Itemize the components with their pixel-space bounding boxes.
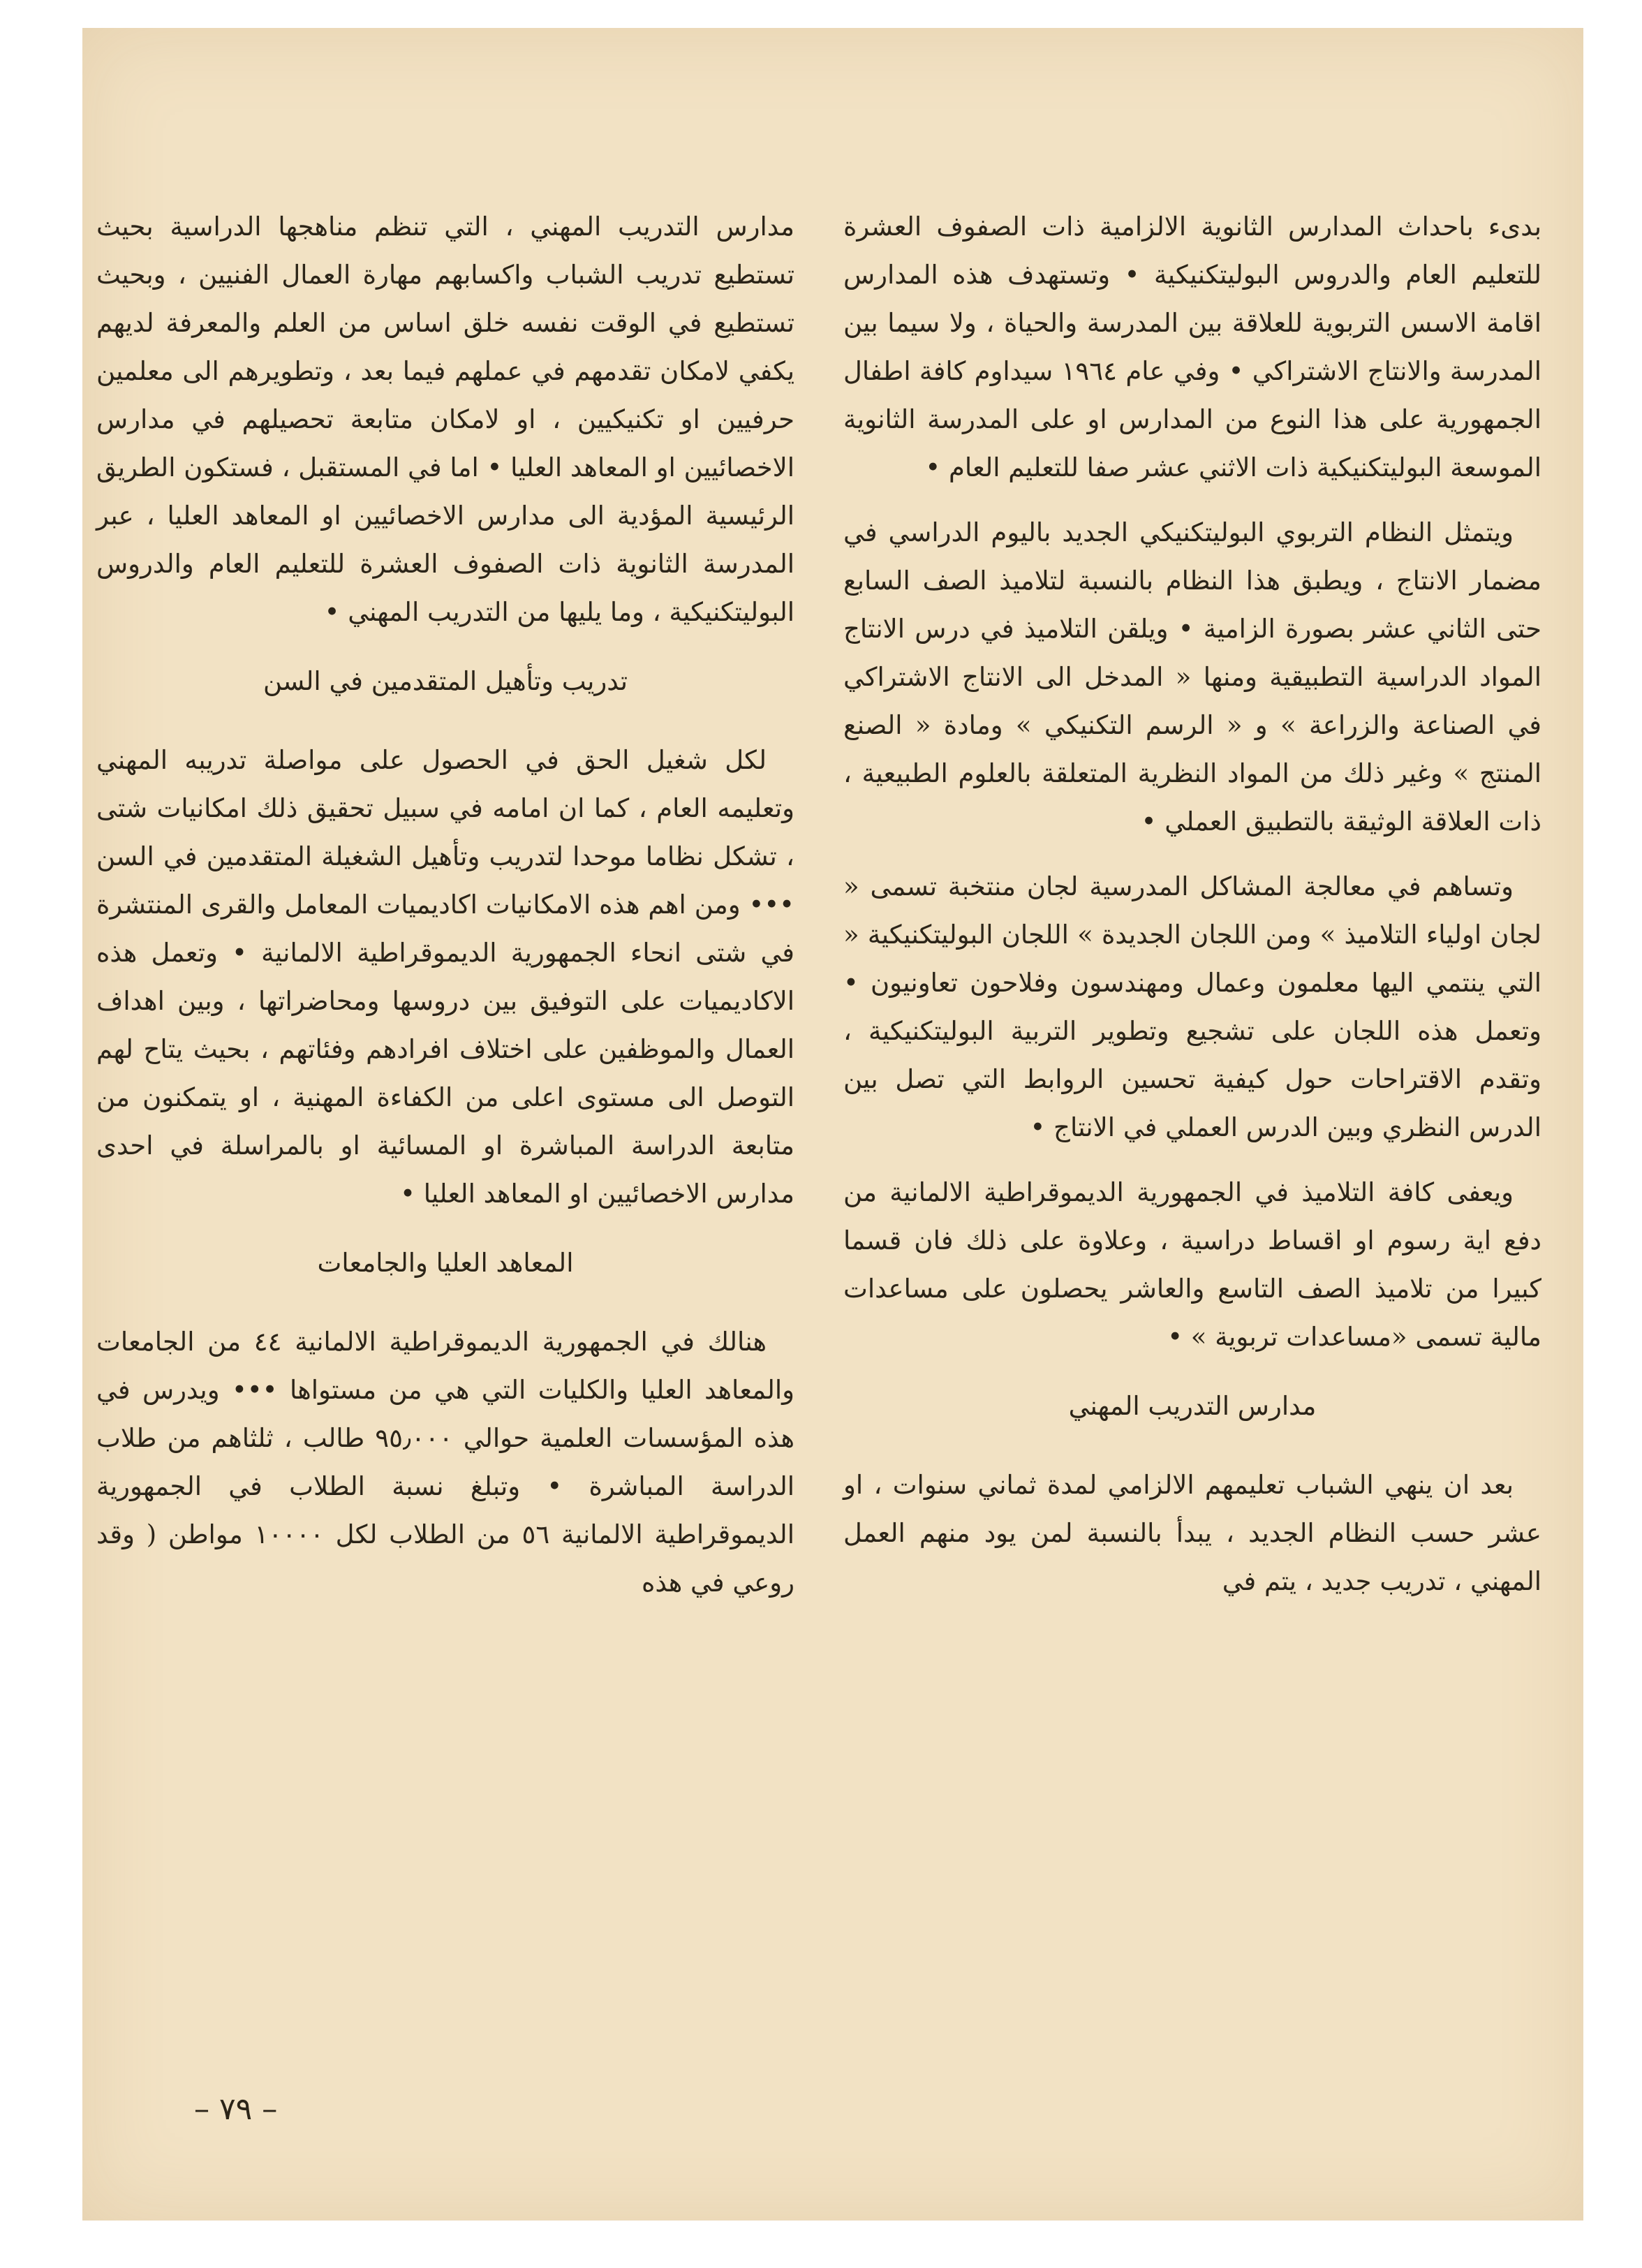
section-heading-adult-training: تدريب وتأهيل المتقدمين في السن [262, 666, 628, 696]
page-number: – ٧٩ – [194, 2091, 278, 2127]
left-paragraph-3: هنالك في الجمهورية الديموقراطية الالمانية ٤٤ من الجامعات والمعاهد العليا والكليات التي هي من مستواها ••• ويدرس في هذه المؤسسات العلمية حوالي ٩٥٫٠٠٠ طالب ، ثلثاهم من طلاب الدراسة المباشرة • وتبلغ نسبة الطلاب في الجمهورية الديموقراطية الالمانية ٥٦ من الطلاب لكل ١٠٠٠٠ مواطن ( وقد روعي في هذه [96, 1327, 794, 1598]
section-heading-universities: المعاهد العليا والجامعات [317, 1248, 574, 1278]
right-paragraph-2: ويتمثل النظام التربوي البوليتكنيكي الجديد باليوم الدراسي في مضمار الانتاج ، ويطبق هذا النظام بالنسبة لتلاميذ الصف السابع حتى الثاني عشر بصورة الزامية • ويلقن التلاميذ في درس الانتاج المواد الدراسية التطبيقية ومنها « المدخل الى الانتاج الاشتراكي في الصناعة والزراعة » و « الرسم التكنيكي » ومادة « الصنع المنتج » وغير ذلك من المواد النظرية المتعلقة بالعلوم الطبيعية ، ذات العلاقة الوثيقة بالتطبيق العملي • [843, 517, 1541, 837]
right-paragraph-4: ويعفى كافة التلاميذ في الجمهورية الديموقراطية الالمانية من دفع اية رسوم او اقساط دراسية ، وعلاوة على ذلك فان قسما كبيرا من تلاميذ الصف التاسع والعاشر يحصلون على مساعدات مالية تسمى «مساعدات تربوية » • [843, 1177, 1541, 1352]
left-paragraph-1: مدارس التدريب المهني ، التي تنظم مناهجها الدراسية بحيث تستطيع تدريب الشباب واكسابهم مهارة العمال الفنيين ، وبحيث تستطيع في الوقت نفسه خلق اساس من العلم والمعرفة لديهم يكفي لامكان تقدمهم في عملهم فيما بعد ، وتطويرهم الى معلمين حرفيين او تكنيكيين ، او لامكان متابعة تحصيلهم في مدارس الاخصائيين او المعاهد العليا • اما في المستقبل ، فستكون الطريق الرئيسية المؤدية الى مدارس الاخصائيين او المعاهد العليا ، عبر المدرسة الثانوية ذات الصفوف العشرة للتعليم العام والدروس البوليتكنيكية ، وما يليها من التدريب المهني • [96, 212, 794, 627]
right-paragraph-5: بعد ان ينهي الشباب تعليمهم الالزامي لمدة ثماني سنوات ، او عشر حسب النظام الجديد ، يبدأ بالنسبة لمن يود منهم العمل المهني ، تدريب جديد ، يتم في [843, 1470, 1541, 1596]
right-column [843, 202, 1541, 1622]
right-paragraph-1: بدىء باحداث المدارس الثانوية الالزامية ذات الصفوف العشرة للتعليم العام والدروس البوليتكنيكية • وتستهدف هذه المدارس اقامة الاسس التربوية للعلاقة بين المدرسة والحياة ، ولا سيما بين المدرسة والانتاج الاشتراكي • وفي عام ١٩٦٤ سيداوم كافة اطفال الجمهورية على هذا النوع من المدارس او على المدرسة الثانوية الموسعة البوليتكنيكية ذات الاثني عشر صفا للتعليم العام • [843, 212, 1541, 483]
right-paragraph-3: وتساهم في معالجة المشاكل المدرسية لجان منتخبة تسمى « لجان اولياء التلاميذ » ومن اللجان الجديدة » اللجان البوليتكنيكية « التي ينتمي اليها معلمون وعمال ومهندسون وفلاحون تعاونيون • وتعمل هذه اللجان على تشجيع وتطوير التربية البوليتكنيكية ، وتقدم الاقتراحات حول كيفية تحسين الروابط التي تصل بين الدرس النظري وبين الدرس العملي في الانتاج • [843, 871, 1541, 1142]
left-paragraph-2: لكل شغيل الحق في الحصول على مواصلة تدريبه المهني وتعليمه العام ، كما ان امامه في سبيل تحقيق ذلك امكانيات شتى ، تشكل نظاما موحدا لتدريب وتأهيل الشغيلة المتقدمين في السن ••• ومن اهم هذه الامكانيات اكاديميات المعامل والقرى المنتشرة في شتى انحاء الجمهورية الديموقراطية الالمانية • وتعمل هذه الاكاديميات على التوفيق بين دروسها ومحاضراتها ، وبين اهداف العمال والموظفين على اختلاف افرادهم وفئاتهم ، بحيث يتاح لهم التوصل الى مستوى اعلى من الكفاءة المهنية ، او يتمكنون من متابعة الدراسة المباشرة او المسائية او بالمراسلة في احدى مدارس الاخصائيين او المعاهد العليا • [96, 745, 794, 1209]
section-heading-vocational-schools: مدارس التدريب المهني [1068, 1391, 1317, 1421]
document-page [82, 28, 1583, 2221]
left-column [96, 202, 794, 1623]
